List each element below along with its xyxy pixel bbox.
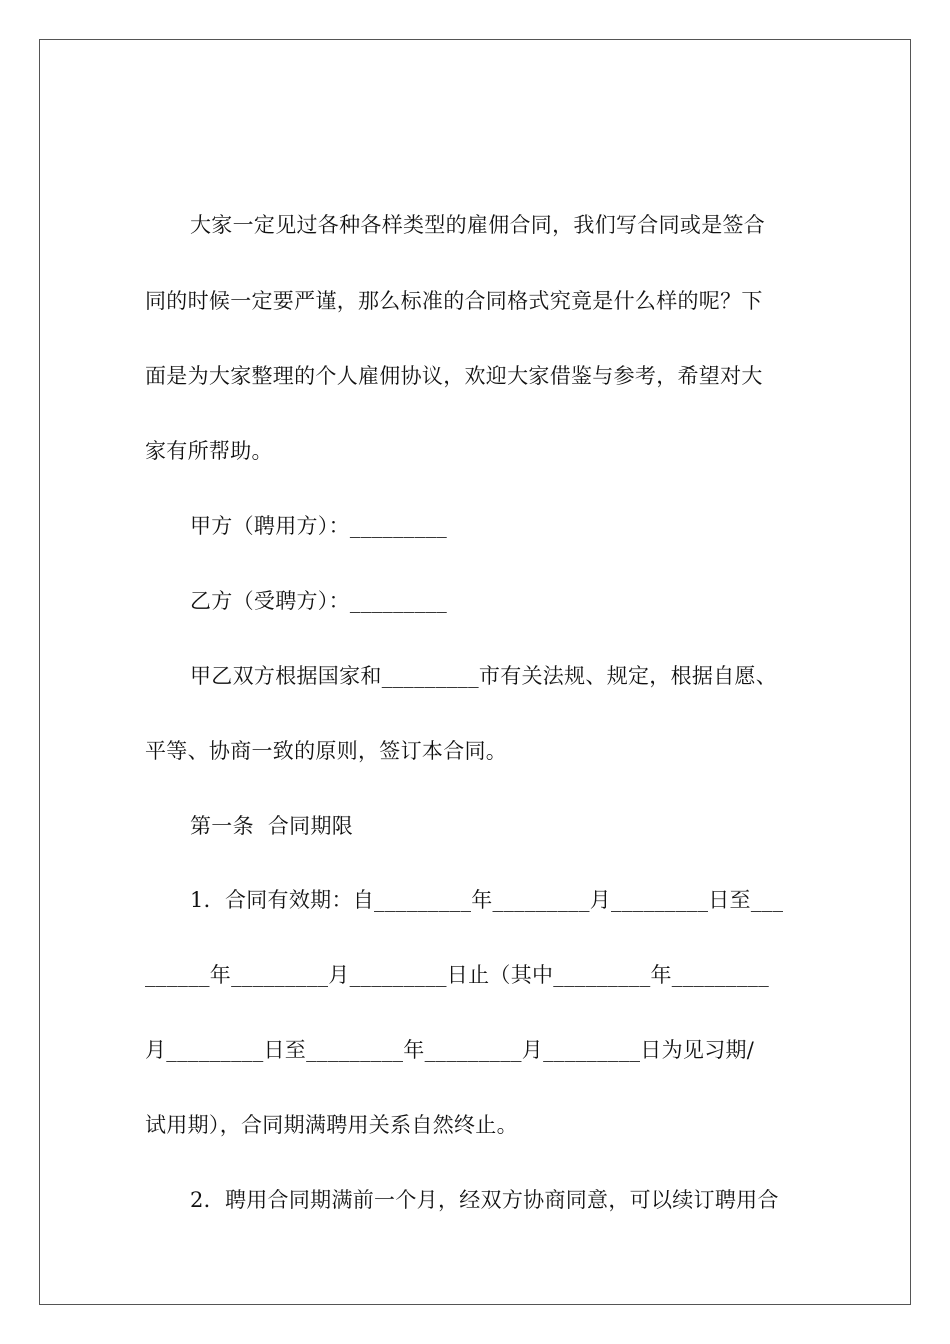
agreement-paragraph-line-2: 平等、协商一致的原则，签订本合同。: [145, 739, 508, 763]
party-b-line: 乙方（受聘方）：_________: [190, 589, 448, 613]
intro-paragraph-line-4: 家有所帮助。: [145, 439, 273, 463]
clause-1-line-2: ______年_________月_________日止（其中_________年_________: [145, 963, 769, 987]
article-1-heading: 第一条 合同期限: [190, 814, 354, 838]
clause-1-line-3: 月_________日至_________年_________月_________日为见习期/: [145, 1038, 755, 1062]
intro-paragraph-line-1: 大家一定见过各种各样类型的雇佣合同，我们写合同或是签合: [190, 213, 766, 237]
intro-paragraph-line-3: 面是为大家整理的个人雇佣协议，欢迎大家借鉴与参考，希望对大: [145, 364, 763, 388]
clause-1-line-4: 试用期），合同期满聘用关系自然终止。: [145, 1113, 518, 1137]
clause-1-line-1: 1．合同有效期：自_________年_________月_________日至___: [190, 888, 784, 912]
intro-paragraph-line-2: 同的时候一定要严谨，那么标准的合同格式究竟是什么样的呢？下: [145, 289, 763, 313]
party-a-line: 甲方（聘用方）：_________: [190, 514, 448, 538]
agreement-paragraph-line-1: 甲乙双方根据国家和_________市有关法规、规定，根据自愿、: [190, 664, 778, 688]
clause-2-line-1: 2．聘用合同期满前一个月，经双方协商同意，可以续订聘用合: [190, 1188, 779, 1212]
